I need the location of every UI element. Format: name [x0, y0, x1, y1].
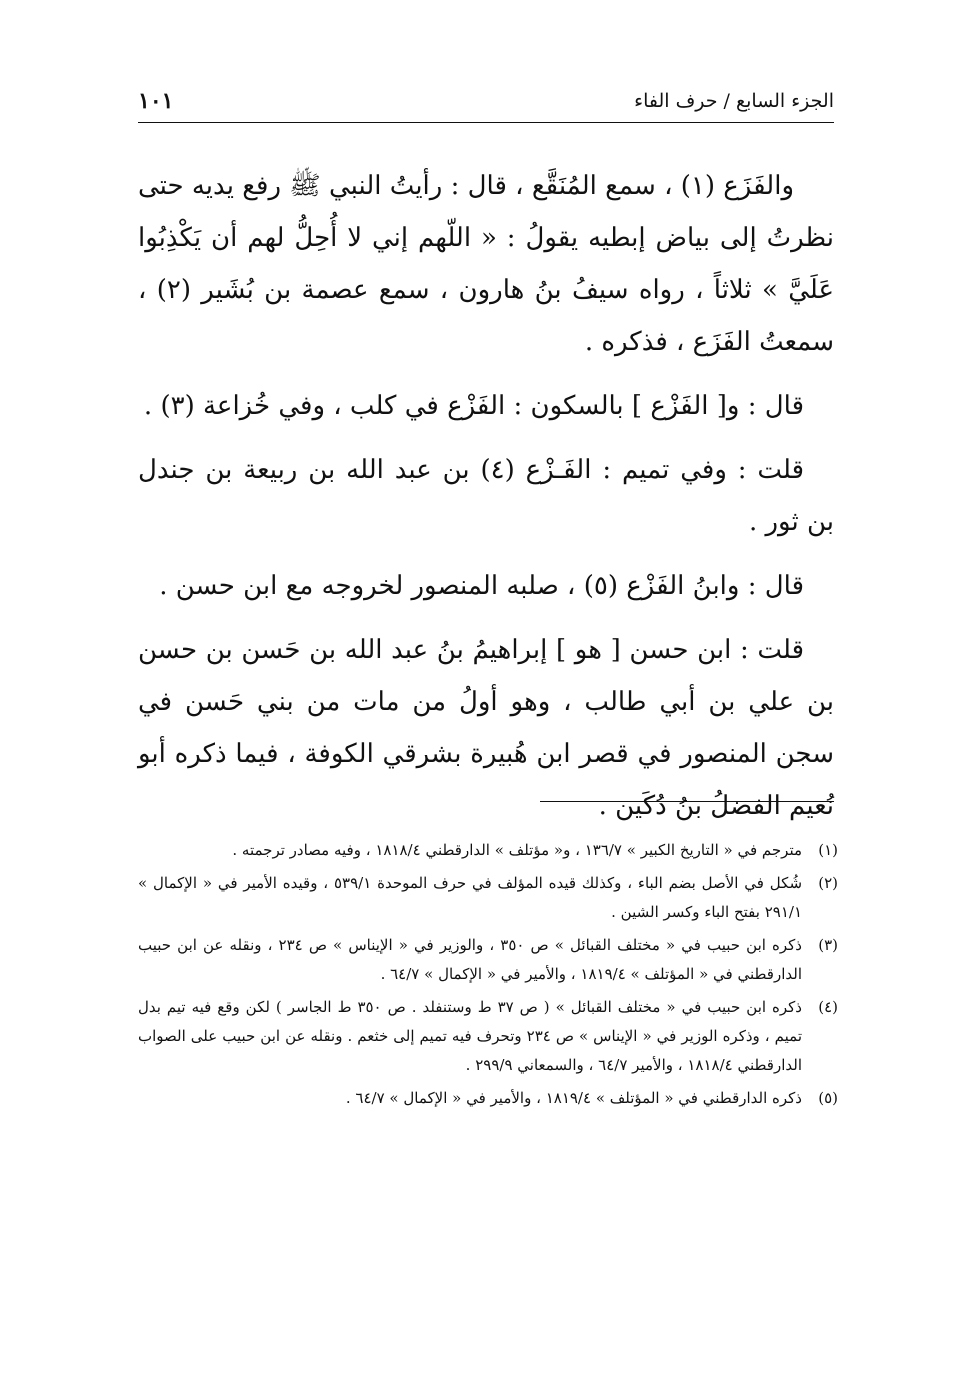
footnote-4: [138, 993, 838, 1080]
footnote-text: شُكل في الأصل بضم الباء ، وكذلك قيده المؤلف في حرف الموحدة ٥٣٩/١ ، وقيده الأمير في « الإكمال » ٢٩١/١ بفتح الباء وكسر الشين .: [138, 874, 803, 921]
footnote-text: ذكره ابن حبيب في « مختلف القبائل » ص ٣٥٠ ، والوزير في « الإيناس » ص ٢٣٤ ، ونقله عن ابن حبيب الدارقطني في « المؤتلف » ١٨١٩/٤ ، والأمير في « الإكمال » ٦٤/٧ .: [138, 936, 802, 983]
footnote-3: [138, 931, 838, 989]
paragraph-5: قلت : ابن حسن [ هو ] إبراهيمُ بنُ عبد الله بن حَسن بن حسن بن علي بن أبي طالب ، وهو أولُ من مات من بني حَسن في سجن المنصور في قصر ابن هُبيرة بشرقي الكوفة ، فيما ذكره أبو نُعيم الفضلُ بنُ دُكَين .: [138, 635, 834, 821]
main-text: [138, 160, 834, 844]
paragraph-2: قال : و[ الفَزْع ] بالسكون : الفَزْع في كلب ، وفي خُزاعة (٣) .: [143, 391, 804, 421]
page-number: ١٠١: [138, 88, 174, 114]
footnote-separator: [540, 801, 834, 802]
page-header: [138, 82, 834, 123]
footnote-number: (٥): [818, 1089, 838, 1107]
footnote-text: ذكره الدارقطني في « المؤتلف » ١٨١٩/٤ ، والأمير في « الإكمال » ٦٤/٧ .: [345, 1089, 802, 1107]
paragraph-1: والفَزَع (١) ، سمع المُنَقَّع ، قال : رأيتُ النبي ﷺ رفع يديه حتى نظرتُ إلى بياض إبطيه يقولُ : « اللّهم إني لا أُحِلُّ لهم أن يَكْذِبُوا عَلَيَّ » ثلاثاً ، رواه سيفُ بنُ هارون ، سمع عصمة بن بُشَير (٢) ، سمعتُ الفَزَع ، فذكره .: [138, 171, 834, 357]
footnote-1: [138, 836, 838, 865]
footnote-number: (١): [818, 841, 838, 859]
footnotes: [138, 836, 838, 1117]
footnote-number: (٤): [818, 998, 838, 1016]
footnote-2: [138, 869, 838, 927]
footnote-number: (٢): [818, 874, 838, 892]
footnote-number: (٣): [818, 936, 838, 954]
footnote-text: مترجم في « التاريخ الكبير » ١٣٦/٧ ، و« مؤتلف » الدارقطني ١٨١٨/٤ ، وفيه مصادر ترجمته .: [232, 841, 802, 859]
paragraph-3: قلت : وفي تميم : الفَـزْع (٤) بن عبد الله بن ربيعة بن جندل بن ثور .: [138, 455, 834, 537]
footnote-text: ذكره ابن حبيب في « مختلف القبائل » ( ص ٣٧ ط وستنفلد . ص ٣٥٠ ط الجاسر ) لكن وقع فيه تيم بدل تميم ، وذكره الوزير في « الإيناس » ص ٢٣٤ وتحرف فيه تميم إلى خثعم . ونقله عن ابن حبيب على الصواب الدارقطني ١٨١٨/٤ ، والأمير ٦٤/٧ ، والسمعاني ٢٩٩/٩ .: [138, 998, 802, 1074]
paragraph-4: قال : وابنُ الفَزْع (٥) ، صلبه المنصور لخروجه مع ابن حسن .: [159, 571, 804, 601]
footnote-5: [138, 1084, 838, 1113]
running-title: الجزء السابع / حرف الفاء: [634, 90, 834, 112]
